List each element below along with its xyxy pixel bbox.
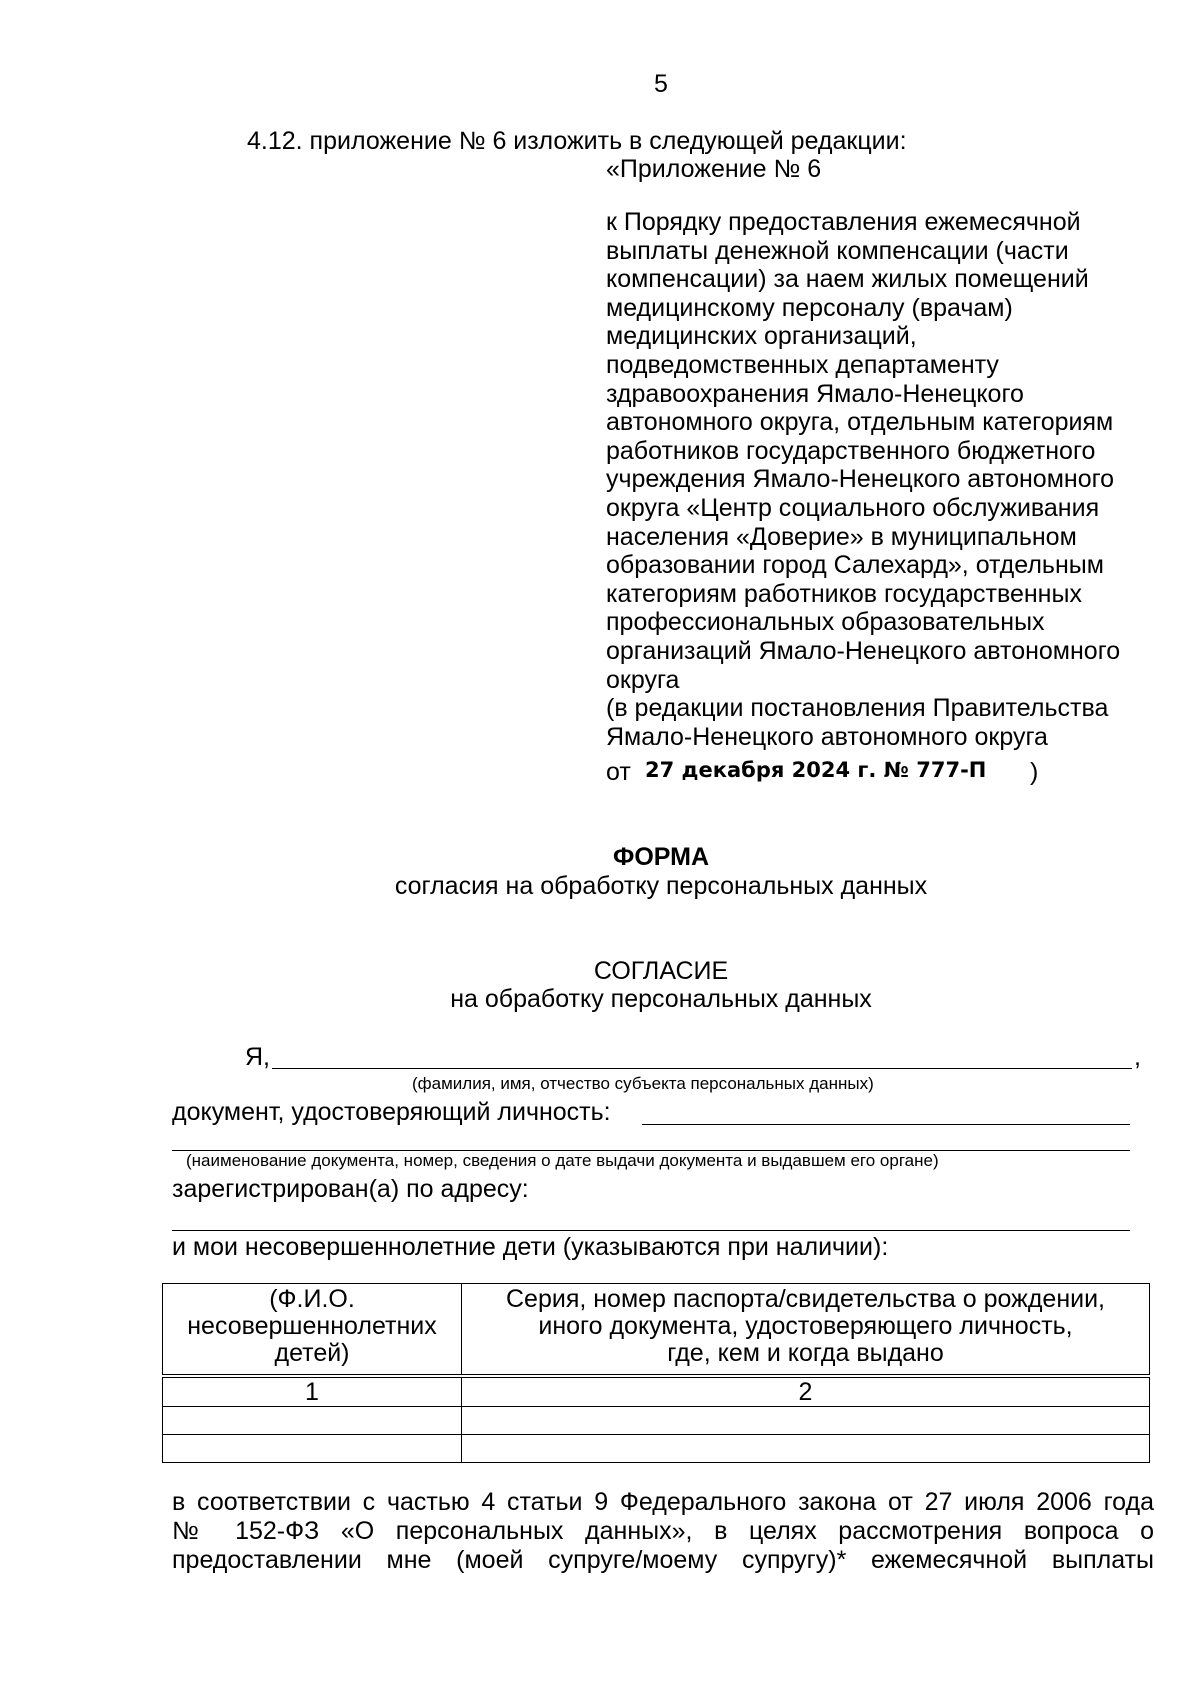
appendix-line: медицинских организаций,	[606, 322, 917, 351]
document-hint: (наименование документа, номер, сведения о дате выдачи документа и выдавшем его органе)	[186, 1151, 939, 1170]
table-row	[163, 1435, 1150, 1463]
i-comma: ,	[1134, 1043, 1141, 1071]
appendix-date-prefix: от	[606, 758, 631, 786]
document-field[interactable]	[642, 1124, 1130, 1125]
appendix-line: населения «Доверие» в муниципальном	[606, 522, 1077, 551]
appendix-line: категориям работников государственных	[606, 579, 1082, 608]
body-line-2: № 152-ФЗ «О персональных данных», в целях рассмотрения вопроса о	[172, 1517, 1154, 1545]
address-field[interactable]	[172, 1230, 1130, 1231]
appendix-line: образовании город Салехард», отдельным	[606, 551, 1104, 580]
appendix-title: «Приложение № 6	[606, 155, 822, 183]
appendix-line: округа	[606, 665, 680, 694]
child-fio-cell[interactable]	[163, 1407, 462, 1435]
appendix-line: медицинскому персоналу (врачам)	[606, 293, 1013, 322]
child-fio-cell[interactable]	[163, 1435, 462, 1463]
appendix-line: автономного округа, отдельным категориям	[606, 408, 1114, 437]
appendix-line: работников государственного бюджетного	[606, 436, 1096, 465]
header-document: Серия, номер паспорта/свидетельства о рождении, иного документа, удостоверяющего личность, где, кем и когда выдано	[462, 1284, 1150, 1377]
appendix-date-value: 27 декабря 2024 г. № 777-П	[645, 758, 987, 782]
consent-title: СОГЛАСИЕ	[593, 957, 729, 985]
consent-subtitle: на обработку персональных данных	[450, 985, 872, 1013]
appendix-line: профессиональных образовательных	[606, 608, 1045, 637]
appendix-line: учреждения Ямало-Ненецкого автономного	[606, 465, 1115, 494]
column-number-2: 2	[462, 1376, 1150, 1407]
child-document-cell[interactable]	[462, 1407, 1150, 1435]
full-name-field[interactable]	[272, 1068, 1132, 1069]
appendix-line: округа «Центр социального обслуживания	[606, 493, 1100, 522]
appendix-line: (в редакции постановления Правительства	[606, 694, 1109, 723]
page-number: 5	[654, 70, 668, 98]
child-document-cell[interactable]	[462, 1435, 1150, 1463]
intro-line: 4.12. приложение № 6 изложить в следующей редакции:	[247, 127, 907, 155]
appendix-line: Ямало-Ненецкого автономного округа	[606, 722, 1048, 751]
appendix-line: организаций Ямало-Ненецкого автономного	[606, 636, 1121, 665]
column-number-1: 1	[163, 1376, 462, 1407]
children-label: и мои несовершеннолетние дети (указываются при наличии):	[172, 1233, 889, 1261]
address-label: зарегистрирован(а) по адресу:	[172, 1175, 529, 1203]
appendix-line: здравоохранения Ямало-Ненецкого	[606, 379, 1024, 408]
form-title: ФОРМА	[612, 843, 709, 871]
appendix-line: выплаты денежной компенсации (части	[606, 236, 1069, 265]
document-label: документ, удостоверяющий личность:	[172, 1098, 611, 1126]
appendix-date-suffix: )	[1030, 758, 1039, 786]
table-row-numbers	[163, 1376, 1150, 1407]
form-subtitle: согласия на обработку персональных данных	[394, 872, 928, 900]
full-name-hint: (фамилия, имя, отчество субъекта персональных данных)	[412, 1074, 874, 1093]
header-fio: (Ф.И.О. несовершеннолетних детей)	[163, 1284, 462, 1377]
appendix-line: к Порядку предоставления ежемесячной	[606, 208, 1081, 236]
appendix-text	[606, 208, 1120, 751]
appendix-line: подведомственных департаменту	[606, 350, 999, 379]
table-row	[163, 1407, 1150, 1435]
children-table	[162, 1283, 1150, 1463]
appendix-line: компенсации) за наем жилых помещений	[606, 265, 1089, 294]
i-label: Я,	[245, 1043, 270, 1071]
body-line-3: предоставлении мне (моей супруге/моему супругу)* ежемесячной выплаты	[172, 1546, 1154, 1574]
body-line-1: в соответствии с частью 4 статьи 9 Федерального закона от 27 июля 2006 года	[172, 1488, 1154, 1516]
